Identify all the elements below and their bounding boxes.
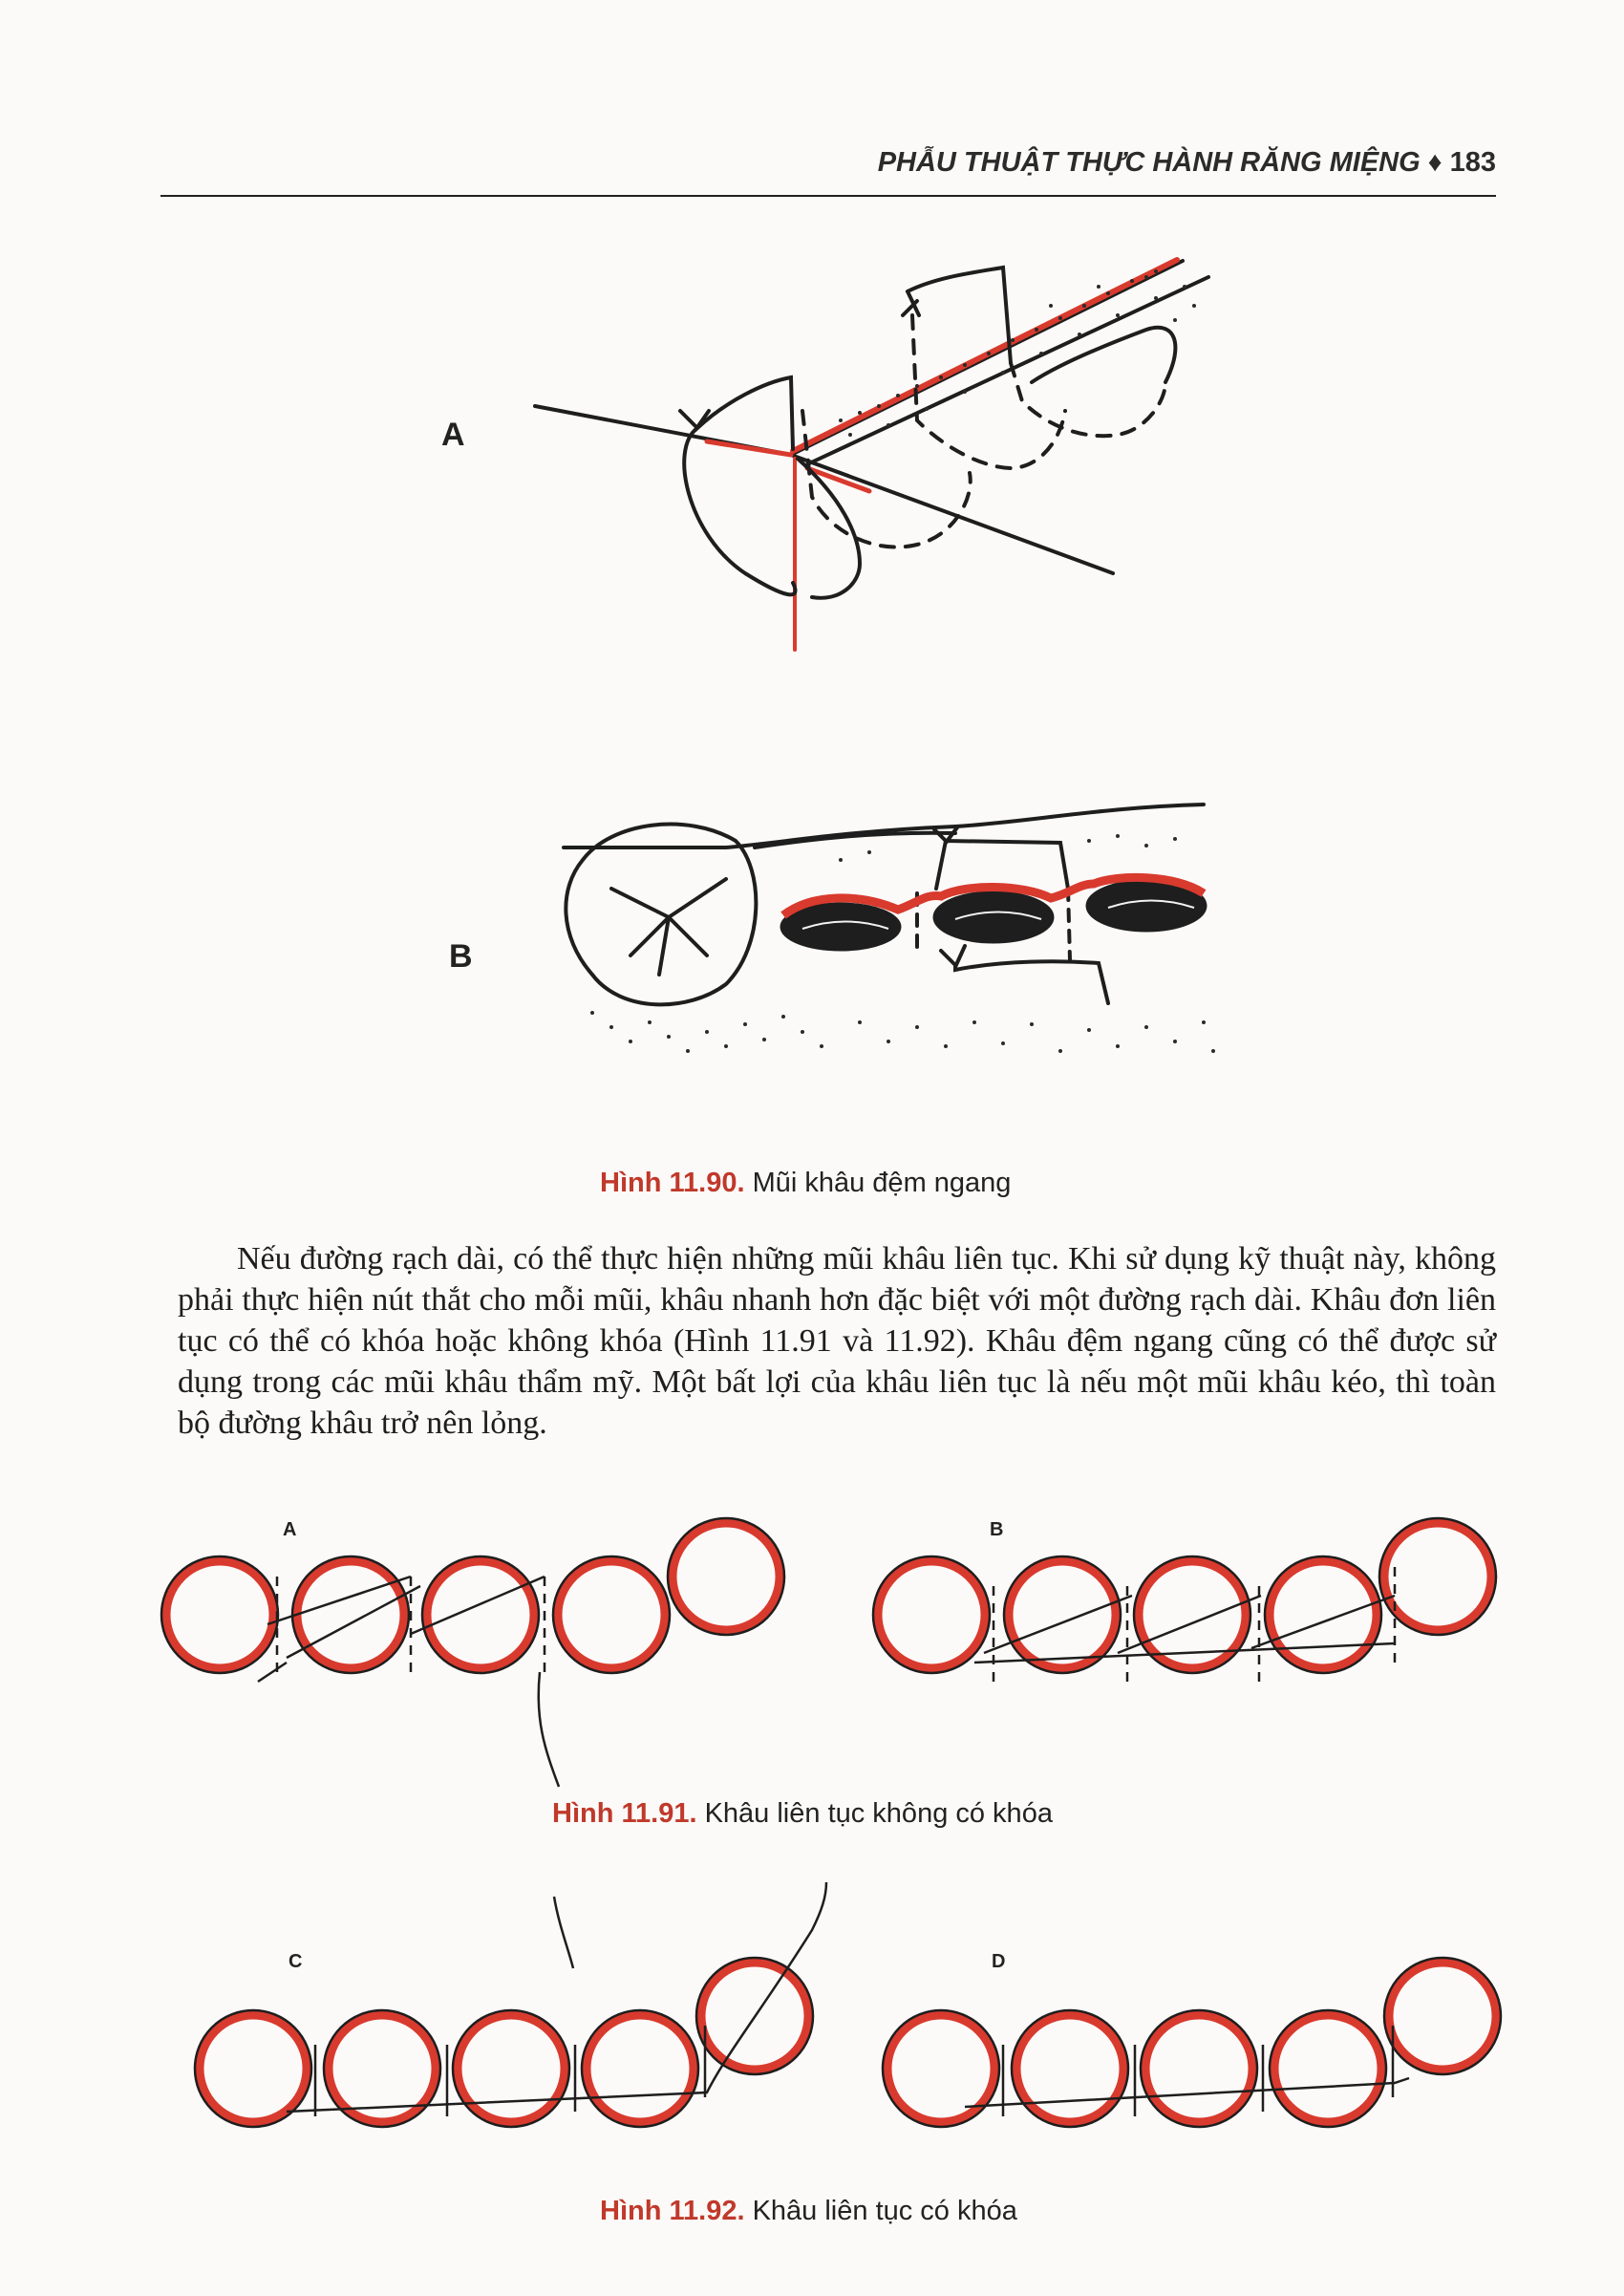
page-number: 183 [1449,147,1496,178]
figure-1192-label-d: D [992,1951,1006,1972]
figure-1190-caption-number: Hình 11.90. [600,1168,745,1198]
figure-1190-label-b: B [449,938,473,975]
header-book-title: PHẪU THUẬT THỰC HÀNH RĂNG MIỆNG [877,147,1421,178]
header-separator-icon: ♦ [1427,147,1442,178]
figure-1192-label-c: C [288,1951,303,1972]
figure-1191-caption-number: Hình 11.91. [552,1798,697,1829]
figure-1192-caption-text: Khâu liên tục có khóa [752,2196,1017,2226]
body-paragraph: Nếu đường rạch dài, có thể thực hiện những mũi khâu liên tục. Khi sử dụng kỹ thuật này, không phải thực hiện nút thắt cho mỗi mũi, khâu nhanh hơn đặc biệt với một đường rạch dài. Khâu đơn liên tục có thể có khóa hoặc không khóa (Hình 11.91 và 11.92). Khâu đệm ngang cũng có thể được sử dụng trong các mũi khâu thẩm mỹ. Một bất lợi của khâu liên tục là nếu một mũi khâu kéo, thì toàn bộ đường khâu trở nên lỏng. [178,1241,1496,1441]
figure-1191-label-a: A [283,1519,297,1540]
figure-1191-caption-text: Khâu liên tục không có khóa [704,1798,1053,1829]
figure-1191-label-b: B [990,1519,1004,1540]
figure-1190-label-a: A [441,417,465,453]
figure-1190-caption-text: Mũi khâu đệm ngang [752,1168,1012,1198]
figure-1192-caption [600,2196,1017,2227]
figure-1192-caption-number: Hình 11.92. [600,2196,745,2226]
